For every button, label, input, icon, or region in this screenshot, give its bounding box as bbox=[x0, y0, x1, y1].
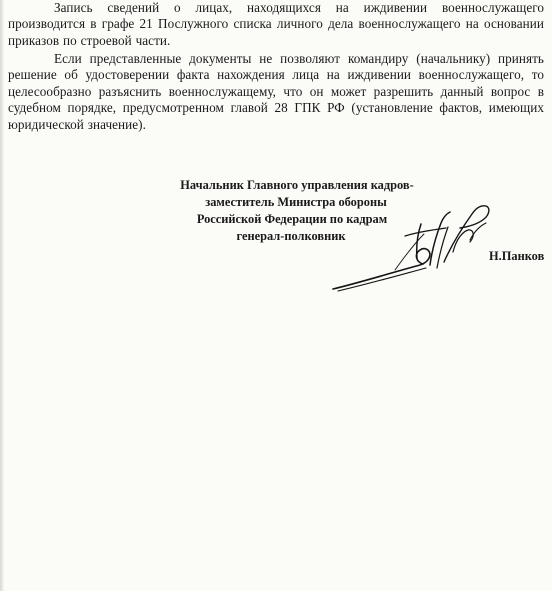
signatory-title-line-3: Российской Федерации по кадрам bbox=[196, 212, 388, 226]
paragraph-dependents-record: Запись сведений о лицах, находящихся на иждивении военнослужащего производится в графе 21 Послужного списка личного дела военнослужащего на основании приказов по строевой части. bbox=[8, 0, 544, 48]
paragraph-court-procedure: Если представленные документы не позволяют командиру (начальнику) принять решение об удостоверении факта нахождения лица на иждивении военнослужащего, то целесообразно разъяснить военнослужащему, что он может разрешить данный вопрос в судебном порядке, предусмотренном главой 28 ГПК РФ (установление фактов, имеющих юридической значение). bbox=[8, 51, 544, 132]
signatory-rank: генерал-полковник bbox=[236, 229, 346, 243]
signer-name: Н.Панков bbox=[489, 249, 545, 263]
signatory-title-line-2: заместитель Министра обороны bbox=[205, 195, 387, 209]
signatory-title-line-1: Начальник Главного управления кадров- bbox=[180, 178, 414, 192]
